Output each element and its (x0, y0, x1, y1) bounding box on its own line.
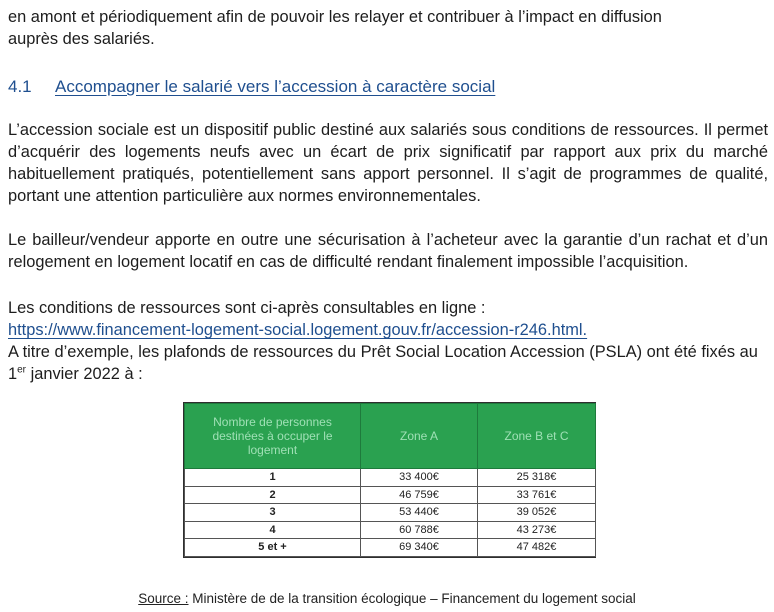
cell-zone-b-c: 39 052€ (478, 504, 596, 522)
intro-line-2: auprès des salariés. (8, 30, 155, 48)
intro-paragraph (8, 6, 768, 50)
section-title: Accompagner le salarié vers l’accession à caractère social (55, 77, 496, 96)
table-row (185, 539, 596, 557)
table-row (185, 486, 596, 504)
header-zone-a: Zone A (361, 404, 478, 469)
paragraph-accession-sociale: L’accession sociale est un dispositif public destiné aux salariés sous conditions de ressources. Il permet d’acquérir des logements neufs avec un écart de prix significatif par rapport aux prix du marché habituellement pratiqués, potentiellement sans apport personnel. Il s’agit de programmes de qualité, portant une attention particulière aux normes environnementales. (8, 121, 768, 205)
intro-line-1: en amont et périodiquement afin de pouvoir les relayer et contribuer à l’impact en diffusion (8, 8, 662, 26)
cell-personnes: 4 (185, 521, 361, 539)
conditions-text: Les conditions de ressources sont ci-après consultables en ligne : (8, 299, 486, 317)
cell-zone-b-c: 47 482€ (478, 539, 596, 557)
cell-personnes: 3 (185, 504, 361, 522)
cell-zone-a: 60 788€ (361, 521, 478, 539)
plafonds-table (183, 402, 596, 558)
source-label: Source : (138, 591, 189, 606)
table-row (185, 521, 596, 539)
cell-zone-b-c: 43 273€ (478, 521, 596, 539)
conditions-link[interactable]: https://www.financement-logement-social.logement.gouv.fr/accession-r246.html. (8, 321, 588, 339)
cell-zone-a: 33 400€ (361, 469, 478, 487)
cell-personnes: 5 et + (185, 539, 361, 557)
paragraph-securisation: Le bailleur/vendeur apporte en outre une sécurisation à l’acheteur avec la garantie d’un rachat et d’un relogement en logement locatif en cas de difficulté rendant finalement impossible l’acquisition. (8, 231, 768, 271)
source-text: Ministère de de la transition écologique – Financement du logement social (188, 591, 636, 606)
cell-zone-a: 69 340€ (361, 539, 478, 557)
table-row (185, 469, 596, 487)
section-heading (8, 76, 495, 98)
example-text-end: janvier 2022 à : (26, 365, 143, 383)
cell-personnes: 1 (185, 469, 361, 487)
cell-zone-a: 46 759€ (361, 486, 478, 504)
header-zone-b-c: Zone B et C (478, 404, 596, 469)
section-number: 4.1 (8, 77, 32, 96)
table-row (185, 504, 596, 522)
cell-zone-b-c: 33 761€ (478, 486, 596, 504)
header-nombre-personnes: Nombre de personnes destinées à occuper le logement (185, 404, 361, 469)
cell-zone-b-c: 25 318€ (478, 469, 596, 487)
example-text: A titre d’exemple, les plafonds de ressources du Prêt Social Location Accession (PSLA) ont été fixés au 1 (8, 343, 758, 383)
source-caption (0, 590, 774, 608)
example-superscript: er (17, 364, 27, 376)
paragraph-conditions (8, 297, 768, 385)
cell-personnes: 2 (185, 486, 361, 504)
table-header-row (185, 404, 596, 469)
cell-zone-a: 53 440€ (361, 504, 478, 522)
